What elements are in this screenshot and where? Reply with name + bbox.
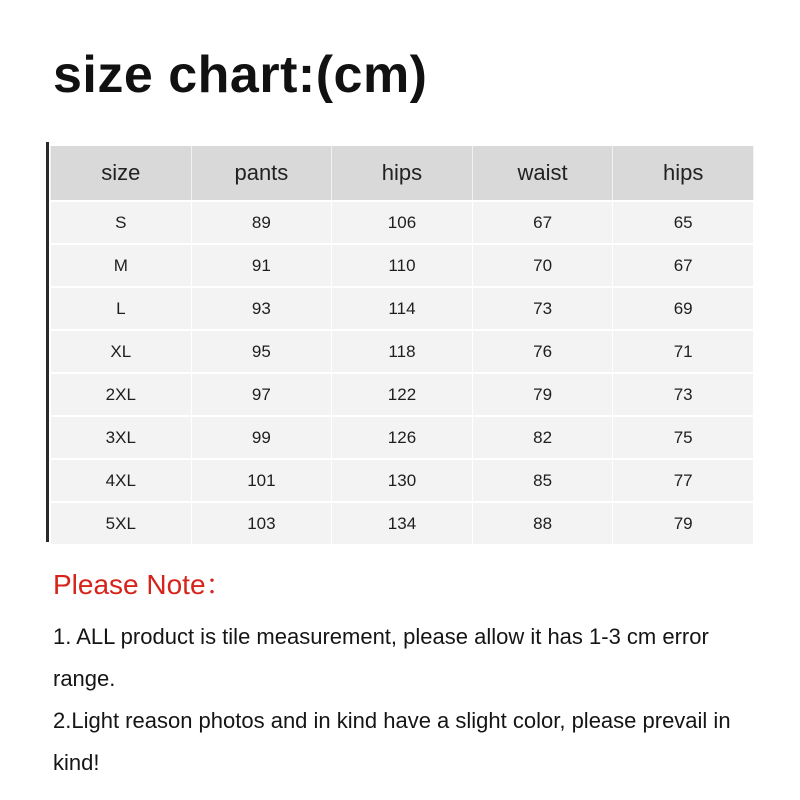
cell-size: M bbox=[51, 244, 192, 287]
size-chart-table-container bbox=[46, 142, 754, 542]
cell-waist: 82 bbox=[472, 416, 613, 459]
cell-size: S bbox=[51, 201, 192, 244]
cell-hips: 118 bbox=[332, 330, 473, 373]
size-chart-table bbox=[50, 146, 754, 544]
cell-size: 2XL bbox=[51, 373, 192, 416]
header-hips-2: hips bbox=[613, 146, 754, 201]
cell-hips-2: 71 bbox=[613, 330, 754, 373]
cell-waist: 70 bbox=[472, 244, 613, 287]
cell-pants: 97 bbox=[191, 373, 332, 416]
cell-waist: 88 bbox=[472, 502, 613, 544]
cell-hips-2: 73 bbox=[613, 373, 754, 416]
header-waist: waist bbox=[472, 146, 613, 201]
note-item-color: 2.Light reason photos and in kind have a slight color, please prevail in kind! bbox=[53, 708, 731, 775]
cell-hips-2: 67 bbox=[613, 244, 754, 287]
cell-hips: 130 bbox=[332, 459, 473, 502]
cell-pants: 103 bbox=[191, 502, 332, 544]
cell-hips: 106 bbox=[332, 201, 473, 244]
table-row bbox=[51, 416, 754, 459]
header-pants: pants bbox=[191, 146, 332, 201]
cell-hips: 114 bbox=[332, 287, 473, 330]
note-title: Please Note： bbox=[53, 569, 234, 600]
cell-hips: 110 bbox=[332, 244, 473, 287]
cell-size: 3XL bbox=[51, 416, 192, 459]
cell-hips: 122 bbox=[332, 373, 473, 416]
cell-hips-2: 65 bbox=[613, 201, 754, 244]
cell-waist: 79 bbox=[472, 373, 613, 416]
table-row bbox=[51, 330, 754, 373]
cell-waist: 76 bbox=[472, 330, 613, 373]
table-left-rule bbox=[46, 142, 49, 542]
page-title: size chart:(cm) bbox=[53, 46, 428, 104]
table-row bbox=[51, 287, 754, 330]
cell-waist: 67 bbox=[472, 201, 613, 244]
header-size: size bbox=[51, 146, 192, 201]
cell-size: XL bbox=[51, 330, 192, 373]
table-row bbox=[51, 244, 754, 287]
cell-hips-2: 75 bbox=[613, 416, 754, 459]
cell-hips-2: 77 bbox=[613, 459, 754, 502]
cell-pants: 95 bbox=[191, 330, 332, 373]
table-row bbox=[51, 201, 754, 244]
cell-pants: 101 bbox=[191, 459, 332, 502]
cell-hips-2: 69 bbox=[613, 287, 754, 330]
cell-hips: 134 bbox=[332, 502, 473, 544]
cell-hips: 126 bbox=[332, 416, 473, 459]
cell-waist: 85 bbox=[472, 459, 613, 502]
cell-hips-2: 79 bbox=[613, 502, 754, 544]
cell-pants: 93 bbox=[191, 287, 332, 330]
table-row bbox=[51, 373, 754, 416]
table-header-row bbox=[51, 146, 754, 201]
cell-pants: 89 bbox=[191, 201, 332, 244]
cell-size: 4XL bbox=[51, 459, 192, 502]
cell-size: L bbox=[51, 287, 192, 330]
cell-waist: 73 bbox=[472, 287, 613, 330]
cell-size: 5XL bbox=[51, 502, 192, 544]
cell-pants: 91 bbox=[191, 244, 332, 287]
table-row bbox=[51, 459, 754, 502]
cell-pants: 99 bbox=[191, 416, 332, 459]
table-row bbox=[51, 502, 754, 544]
header-hips: hips bbox=[332, 146, 473, 201]
note-item-measurement: 1. ALL product is tile measurement, please allow it has 1-3 cm error range. bbox=[53, 624, 709, 691]
